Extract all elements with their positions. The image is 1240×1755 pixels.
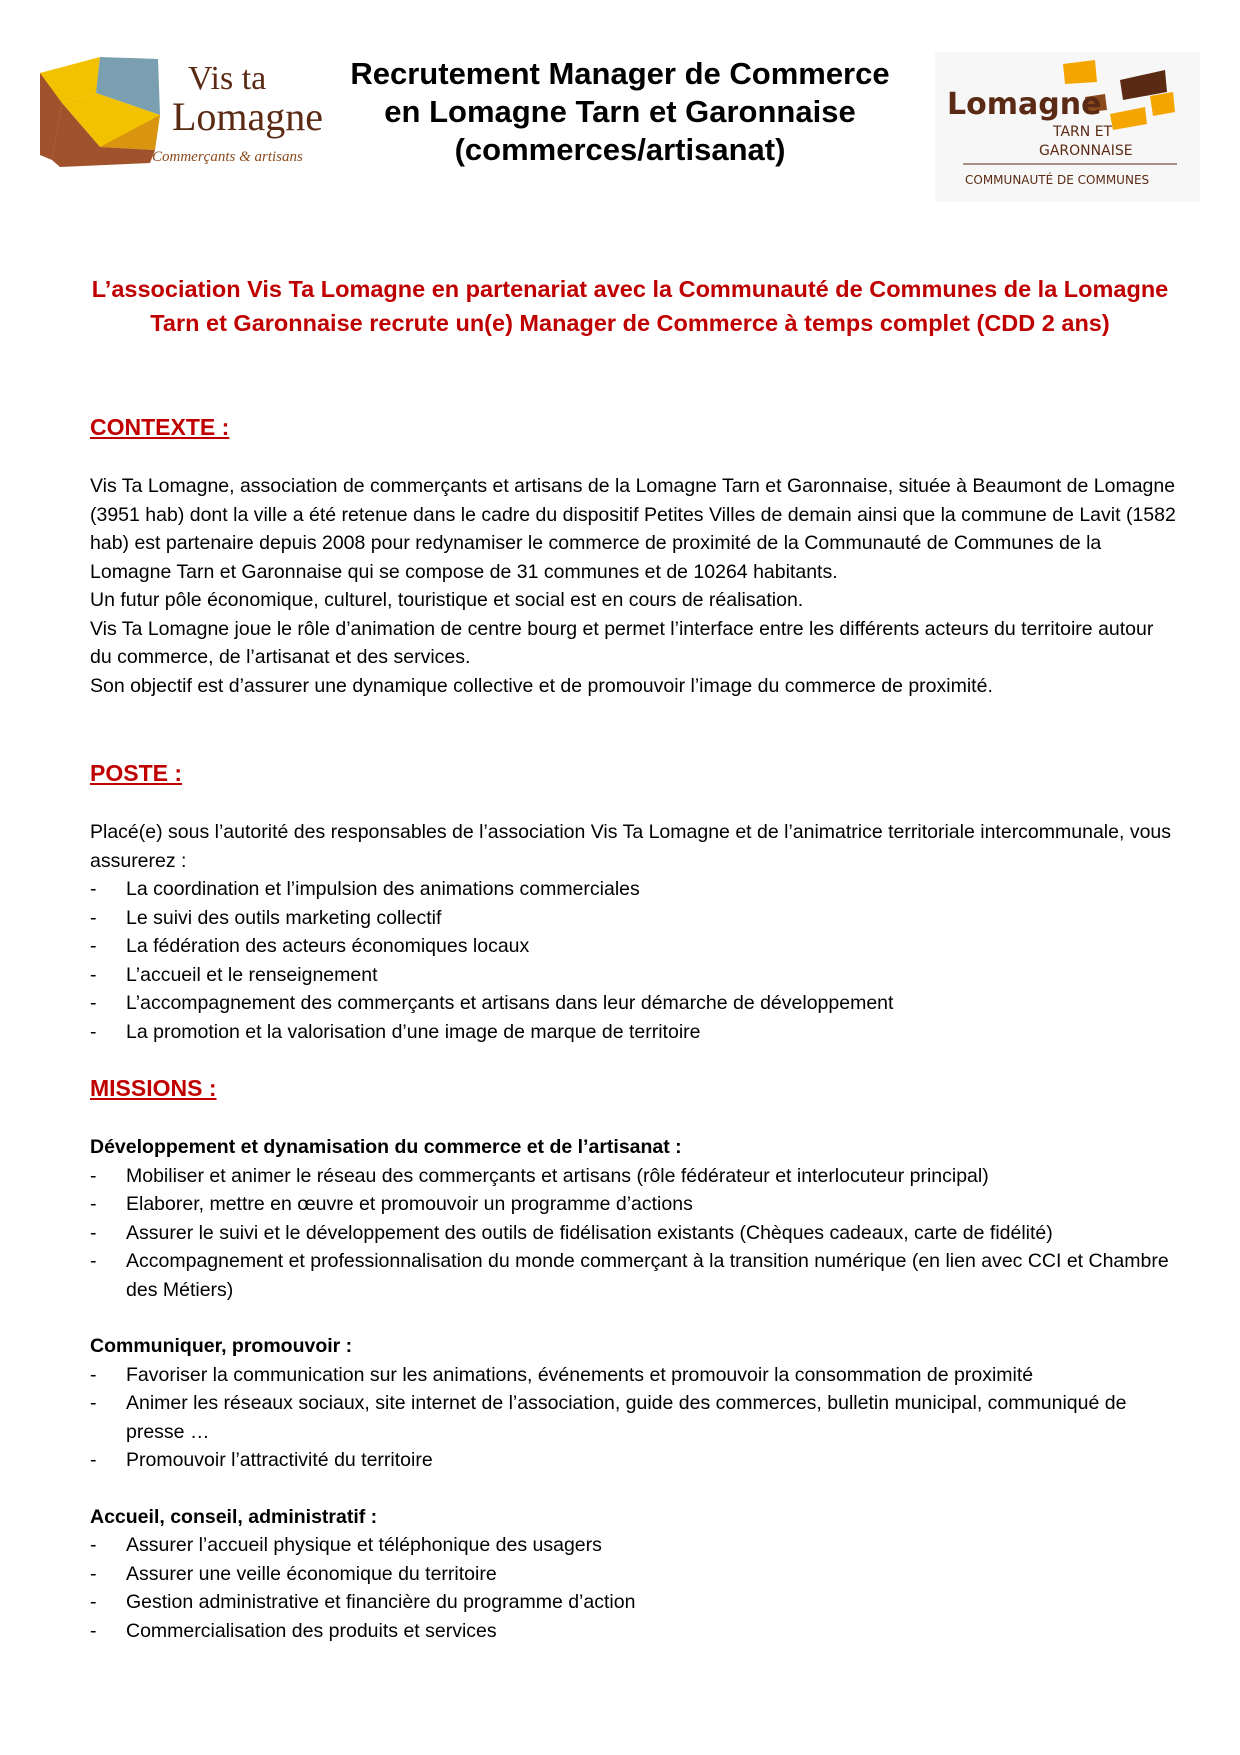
list-item: [90, 1531, 1180, 1560]
dash-marker: -: [90, 1020, 97, 1043]
list-item: [90, 1018, 1180, 1047]
list-item: [90, 932, 1180, 961]
dash-marker: -: [90, 1363, 97, 1386]
logo-left-line2: Lomagne: [172, 94, 324, 139]
list-item-text: Commercialisation des produits et services: [126, 1619, 497, 1642]
dash-marker: -: [90, 1250, 97, 1272]
list-item: [90, 989, 1180, 1018]
contexte-paragraph: Un futur pôle économique, culturel, touristique et social est en cours de réalisation.: [90, 589, 804, 611]
list-item-text: Elaborer, mettre en œuvre et promouvoir un programme d’actions: [126, 1193, 693, 1215]
poste-intro: Placé(e) sous l’autorité des responsables de l’association Vis Ta Lomagne et de l’animatrice territoriale intercommunale, vous assurerez :: [90, 821, 1172, 872]
list-item-text: Accompagnement et professionnalisation du monde commerçant à la transition numérique (en lien avec CCI et Chambre des Métiers): [126, 1250, 1169, 1301]
dash-marker: -: [90, 1619, 97, 1642]
missions-group-list: [90, 1531, 1180, 1645]
list-item-text: Le suivi des outils marketing collectif: [126, 906, 442, 929]
vis-ta-lomagne-logo-graphic: [40, 55, 350, 185]
vis-ta-lomagne-logo: [40, 55, 350, 185]
dash-marker: -: [90, 1392, 97, 1414]
dash-marker: -: [90, 878, 97, 900]
dash-marker: -: [90, 1534, 97, 1556]
list-item: [90, 1361, 1180, 1390]
list-item: [90, 1247, 1180, 1304]
list-item-text: Assurer l’accueil physique et téléphonique des usagers: [126, 1534, 602, 1556]
list-item: [90, 961, 1180, 990]
dash-marker: -: [90, 1591, 97, 1613]
logo-left-line1: Vis ta: [188, 60, 267, 97]
missions-heading: MISSIONS :: [90, 1075, 217, 1101]
list-item-text: L’accueil et le renseignement: [126, 963, 378, 986]
document-title: Recrutement Manager de Commerce en Lomagne Tarn et Garonnaise (commerces/artisanat): [350, 56, 890, 167]
list-item-text: Animer les réseaux sociaux, site internet de l’association, guide des commerces, bulletin municipal, communiqué de presse …: [126, 1392, 1127, 1443]
list-item: [90, 875, 1180, 904]
dash-marker: -: [90, 1449, 97, 1471]
list-item-text: Assurer une veille économique du territoire: [126, 1562, 497, 1585]
logo-right-sub2: GARONNAISE: [1039, 143, 1133, 159]
missions-group-list: [90, 1361, 1180, 1475]
dash-marker: -: [90, 1221, 97, 1244]
list-item-text: Promouvoir l’attractivité du territoire: [126, 1449, 433, 1471]
list-item-text: La fédération des acteurs économiques locaux: [126, 935, 530, 957]
poste-heading: POSTE :: [90, 760, 183, 786]
logo-left-tagline: Commerçants & artisans: [152, 149, 303, 165]
logo-right-brand: Lomagne: [947, 87, 1102, 122]
missions-group-title: Développement et dynamisation du commerce et de l’artisanat :: [90, 1136, 682, 1158]
dash-marker: -: [90, 906, 97, 929]
dash-marker: -: [90, 1164, 97, 1187]
lomagne-cc-logo: [935, 52, 1200, 202]
contexte-paragraph: Son objectif est d’assurer une dynamique collective et de promouvoir l’image du commerce de proximité.: [90, 674, 993, 697]
contexte-paragraph: Vis Ta Lomagne joue le rôle d’animation de centre bourg et permet l’interface entre les différents acteurs du territoire autour du commerce, de l’artisanat et des services.: [90, 617, 1154, 668]
section-contexte: [90, 412, 1180, 700]
section-missions: [90, 1073, 1180, 1645]
contexte-heading: CONTEXTE :: [90, 414, 230, 440]
section-poste: [90, 758, 1180, 1046]
list-item: [90, 1219, 1180, 1248]
list-item: [90, 1560, 1180, 1589]
logo-right-sub1: TARN ET: [1053, 124, 1113, 140]
poste-list: [90, 875, 1180, 1046]
dash-marker: -: [90, 935, 97, 957]
list-item-text: Assurer le suivi et le développement des outils de fidélisation existants (Chèques cadeaux, carte de fidélité): [126, 1221, 1053, 1244]
list-item-text: Favoriser la communication sur les animations, événements et promouvoir la consommation de proximité: [126, 1363, 1034, 1386]
list-item: [90, 1389, 1180, 1446]
contexte-paragraph: Vis Ta Lomagne, association de commerçants et artisans de la Lomagne Tarn et Garonnaise, située à Beaumont de Lomagne (3951 hab) dont la ville a été retenue dans le cadre du dispositif Petites Villes de demain ainsi que la commune de Lavit (1582 hab) est partenaire depuis 2008 pour redynamiser le commerce de proximité de la Communauté de Communes de la Lomagne Tarn et Garonnaise qui se compose de 31 communes et de 10264 habitants.: [90, 475, 1176, 583]
list-item-text: L’accompagnement des commerçants et artisans dans leur démarche de développement: [126, 992, 894, 1014]
list-item: [90, 1446, 1180, 1475]
list-item: [90, 904, 1180, 933]
list-item: [90, 1588, 1180, 1617]
logo-right-footer: COMMUNAUTÉ DE COMMUNES: [965, 173, 1150, 187]
list-item-text: La promotion et la valorisation d’une image de marque de territoire: [126, 1020, 701, 1043]
list-item: [90, 1190, 1180, 1219]
dash-marker: -: [90, 1193, 97, 1215]
list-item: [90, 1162, 1180, 1191]
missions-group-title: Accueil, conseil, administratif :: [90, 1505, 378, 1528]
dash-marker: -: [90, 992, 97, 1014]
missions-group-list: [90, 1162, 1180, 1305]
list-item: [90, 1617, 1180, 1646]
dash-marker: -: [90, 1562, 97, 1585]
intro-statement: L’association Vis Ta Lomagne en partenariat avec la Communauté de Communes de la Lomagne Tarn et Garonnaise recrute un(e) Manager de Commerce à temps complet (CDD 2 ans): [91, 276, 1169, 336]
dash-marker: -: [90, 963, 97, 986]
list-item-text: Mobiliser et animer le réseau des commerçants et artisans (rôle fédérateur et interlocuteur principal): [126, 1164, 989, 1187]
list-item-text: Gestion administrative et financière du programme d’action: [126, 1591, 636, 1613]
missions-group-title: Communiquer, promouvoir :: [90, 1335, 353, 1357]
list-item-text: La coordination et l’impulsion des animations commerciales: [126, 878, 640, 900]
lomagne-cc-logo-graphic: [935, 52, 1200, 202]
